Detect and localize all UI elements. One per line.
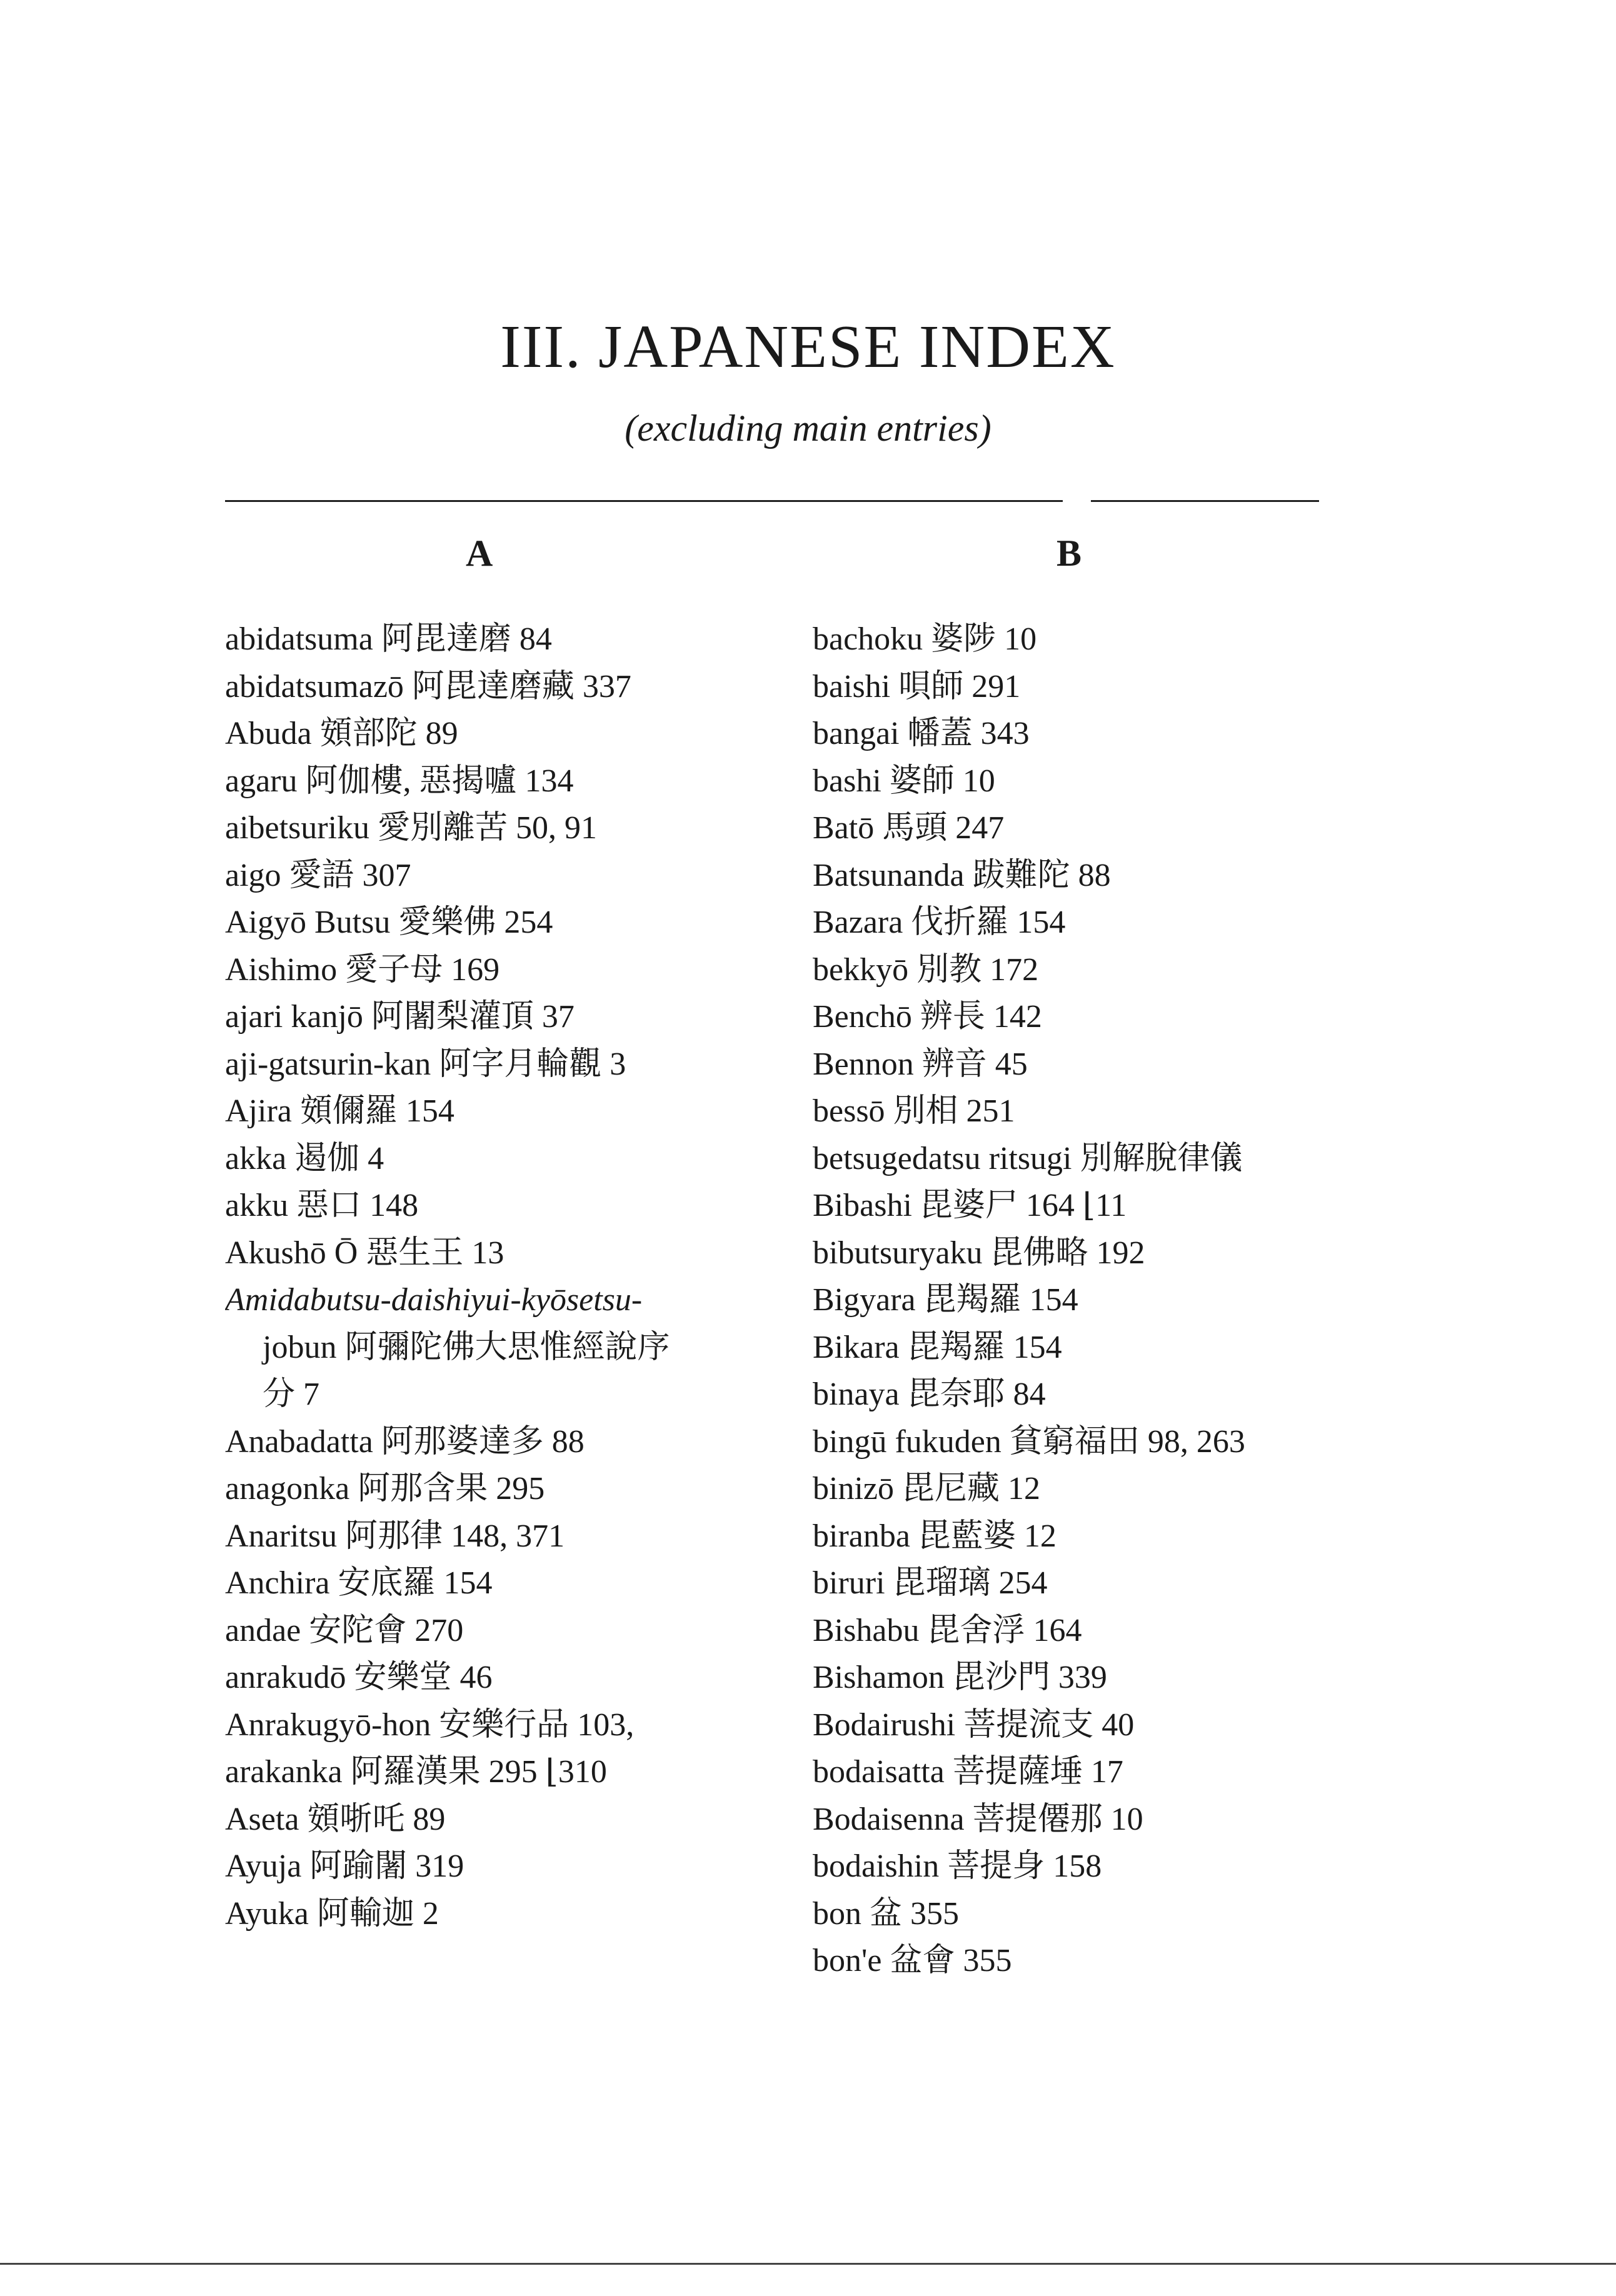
index-entry: bachoku 婆陟 10 bbox=[813, 621, 1037, 657]
index-entry: Anaritsu 阿那律 148, 371 bbox=[225, 1518, 565, 1554]
index-entry: betsugedatsu ritsugi 別解脫律儀 bbox=[813, 1140, 1243, 1176]
index-entry: Ayuja 阿踰闍 319 bbox=[225, 1848, 464, 1884]
index-column-a bbox=[225, 519, 788, 1937]
index-entry-continuation: jobun 阿彌陀佛大思惟經說序 bbox=[263, 1329, 670, 1365]
index-entry: Benchō 辨長 142 bbox=[813, 999, 1042, 1035]
index-entry: biruri 毘瑠璃 254 bbox=[813, 1565, 1048, 1601]
index-entry: aigo 愛語 307 bbox=[225, 857, 411, 893]
index-entry: Bishabu 毘舍浮 164 bbox=[813, 1612, 1082, 1648]
index-entry: anrakudō 安樂堂 46 bbox=[225, 1660, 493, 1695]
header-divider-right bbox=[1091, 500, 1319, 502]
column-heading-a: A bbox=[466, 533, 493, 574]
index-entry: baishi 唄師 291 bbox=[813, 668, 1021, 704]
index-entry: Anchira 安底羅 154 bbox=[225, 1565, 493, 1601]
index-entry: ajari kanjō 阿闍梨灌頂 37 bbox=[225, 999, 575, 1035]
index-entry: Bodairushi 菩提流支 40 bbox=[813, 1707, 1135, 1743]
index-entry: bashi 婆師 10 bbox=[813, 763, 995, 799]
index-entry: bekkyō 別教 172 bbox=[813, 951, 1039, 988]
index-entry: aibetsuriku 愛別離苦 50, 91 bbox=[225, 810, 598, 846]
index-entry: bodaishin 菩提身 158 bbox=[813, 1848, 1102, 1884]
index-entry-title: Amidabutsu-daishiyui-kyōsetsu- bbox=[225, 1282, 643, 1318]
index-entry: anagonka 阿那含果 295 bbox=[225, 1471, 545, 1506]
index-entry: agaru 阿伽樓, 惡揭嚧 134 bbox=[225, 763, 574, 799]
index-entry: bingū fukuden 貧窮福田 98, 263 bbox=[813, 1423, 1245, 1460]
index-entry: Bigyara 毘羯羅 154 bbox=[813, 1282, 1078, 1318]
column-heading-b: B bbox=[1056, 533, 1082, 574]
page-subtitle: (excluding main entries) bbox=[625, 408, 991, 449]
index-entry: akku 惡口 148 bbox=[225, 1188, 419, 1223]
index-entry: binaya 毘奈耶 84 bbox=[813, 1376, 1046, 1412]
index-entry: bon'e 盆會 355 bbox=[813, 1943, 1012, 1978]
index-entry: Ajira 頞儞羅 154 bbox=[225, 1093, 454, 1129]
index-entry: Batsunanda 跋難陀 88 bbox=[813, 857, 1111, 893]
index-entry: Ayuka 阿輸迦 2 bbox=[225, 1895, 439, 1932]
index-entry: aji-gatsurin-kan 阿字月輪觀 3 bbox=[225, 1046, 626, 1082]
index-entry: akka 遏伽 4 bbox=[225, 1140, 384, 1176]
index-entry: andae 安陀會 270 bbox=[225, 1612, 464, 1648]
page-title: III. JAPANESE INDEX bbox=[500, 313, 1116, 381]
entry-list-b bbox=[813, 616, 1363, 1985]
index-entry: Batō 馬頭 247 bbox=[813, 810, 1005, 846]
index-entry: Aigyō Butsu 愛樂佛 254 bbox=[225, 905, 553, 940]
entry-list-a bbox=[225, 616, 788, 1937]
index-entry: Bikara 毘羯羅 154 bbox=[813, 1329, 1062, 1365]
index-entry: Anrakugyō-hon 安樂行品 103, bbox=[225, 1707, 635, 1743]
index-column-b bbox=[813, 519, 1363, 1985]
index-entry: arakanka 阿羅漢果 295 ⌊310 bbox=[225, 1754, 607, 1790]
index-entry: Anabadatta 阿那婆達多 88 bbox=[225, 1423, 585, 1460]
header-divider-left bbox=[225, 500, 1063, 502]
index-entry: bon 盆 355 bbox=[813, 1895, 960, 1932]
index-entry: bibutsuryaku 毘佛略 192 bbox=[813, 1235, 1145, 1271]
index-entry: Akushō Ō 惡生王 13 bbox=[225, 1235, 504, 1271]
index-entry: bangai 幡蓋 343 bbox=[813, 716, 1030, 751]
index-entry: Bennon 辨音 45 bbox=[813, 1046, 1028, 1082]
index-entry: Aseta 頞哳吒 89 bbox=[225, 1801, 446, 1837]
index-entry: binizō 毘尼藏 12 bbox=[813, 1471, 1040, 1506]
index-entry: abidatsumazō 阿毘達磨藏 337 bbox=[225, 668, 631, 704]
index-entry: Bazara 伐折羅 154 bbox=[813, 905, 1066, 940]
index-entry: Abuda 頞部陀 89 bbox=[225, 716, 458, 751]
index-entry: Aishimo 愛子母 169 bbox=[225, 951, 500, 988]
index-entry: Bibashi 毘婆尸 164 ⌊11 bbox=[813, 1188, 1127, 1223]
index-entry: abidatsuma 阿毘達磨 84 bbox=[225, 621, 552, 657]
index-entry: bodaisatta 菩提薩埵 17 bbox=[813, 1754, 1123, 1790]
index-entry: bessō 別相 251 bbox=[813, 1093, 1015, 1129]
index-entry: biranba 毘藍婆 12 bbox=[813, 1518, 1056, 1554]
index-entry-continuation: 分 7 bbox=[263, 1376, 320, 1412]
index-entry: Bishamon 毘沙門 339 bbox=[813, 1660, 1107, 1695]
index-entry: Bodaisenna 菩提僊那 10 bbox=[813, 1801, 1143, 1837]
page-bottom-edge bbox=[0, 2263, 1616, 2265]
